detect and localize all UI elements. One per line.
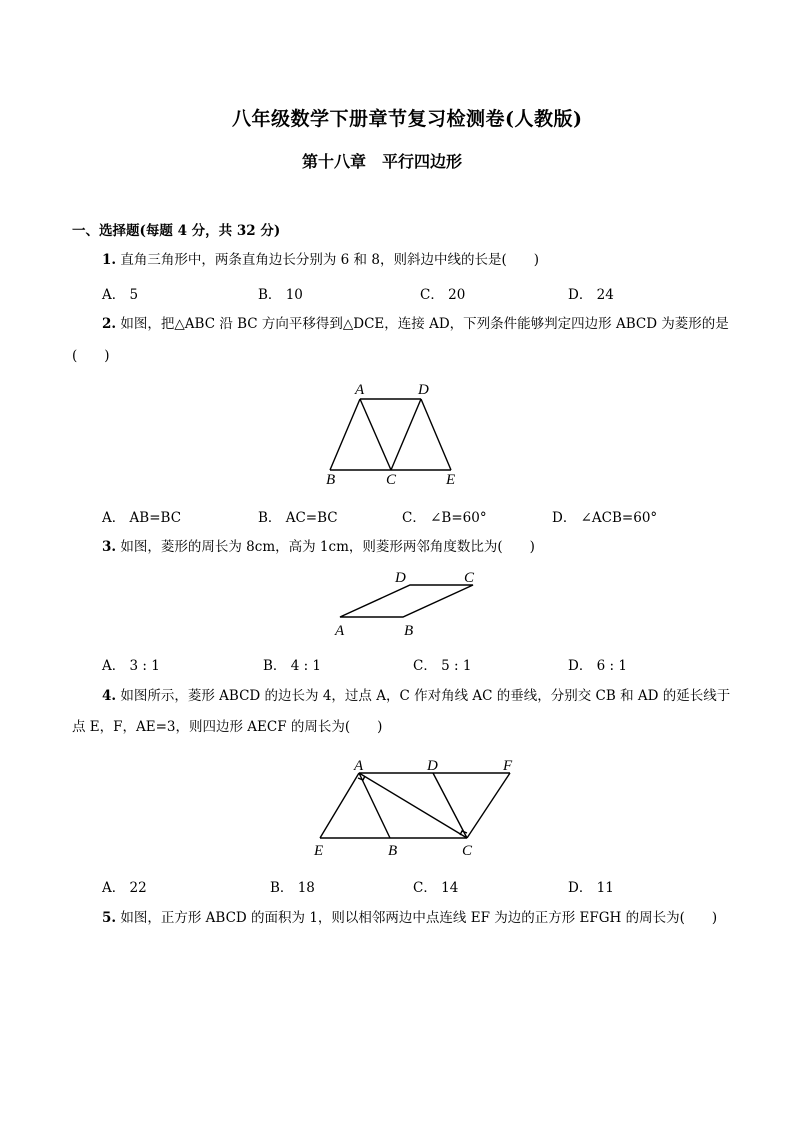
question-1 <box>102 250 539 270</box>
label-a: A <box>355 382 365 398</box>
rhombus-shape <box>340 585 473 617</box>
q4-option-b[interactable]: B． 18 <box>270 880 315 896</box>
q2-option-b[interactable]: B． AC=BC <box>258 510 338 526</box>
q1-option-b[interactable]: B． 10 <box>258 287 303 303</box>
q3-option-c[interactable]: C． 5 : 1 <box>413 658 472 674</box>
label-b: B <box>404 623 414 638</box>
edge-fc <box>467 773 510 838</box>
question-number: 3. <box>102 539 117 555</box>
question-4 <box>102 686 730 706</box>
question-2 <box>102 314 729 334</box>
label-c: C <box>386 472 397 488</box>
page-title: 八年级数学下册章节复习检测卷(人教版) <box>232 108 583 130</box>
question-number: 2. <box>102 316 117 332</box>
edge-dc <box>391 399 421 470</box>
chapter-title: 第十八章 平行四边形 <box>302 152 463 171</box>
label-e: E <box>446 472 456 488</box>
label-c: C <box>464 570 475 586</box>
question-text: 直角三角形中，两条直角边长分别为 6 和 8，则斜边中线的长是( ) <box>120 252 539 268</box>
q3-option-a[interactable]: A． 3 : 1 <box>102 658 160 674</box>
label-b: B <box>388 843 398 859</box>
question-text: 如图，正方形 ABCD 的面积为 1，则以相邻两边中点连线 EF 为边的正方形 EFGH 的周长为( ) <box>120 910 718 926</box>
q3-figure <box>330 566 480 638</box>
label-c: C <box>462 843 473 859</box>
section-heading: 一、选择题(每题 4 分，共 32 分) <box>72 223 281 239</box>
q1-option-c[interactable]: C． 20 <box>420 287 466 303</box>
q2-option-d[interactable]: D． ∠ACB=60° <box>552 510 658 526</box>
question-text-line1: 如图，把△ABC 沿 BC 方向平移得到△DCE，连接 AD，下列条件能够判定四边形 ABCD 为菱形的是 <box>120 316 729 332</box>
q3-option-b[interactable]: B． 4 : 1 <box>263 658 322 674</box>
q4-option-d[interactable]: D． 11 <box>568 880 614 896</box>
question-number: 1. <box>102 252 117 268</box>
q2-figure <box>320 378 470 488</box>
question-number: 4. <box>102 688 117 704</box>
q1-option-a[interactable]: A． 5 <box>102 287 139 303</box>
label-a: A <box>354 758 364 774</box>
right-angle-c <box>460 831 467 835</box>
question-4-line2: 点 E，F，AE=3，则四边形 AECF 的周长为( ) <box>72 719 383 735</box>
edge-ab <box>330 399 360 470</box>
edge-ac <box>360 399 391 470</box>
label-e: E <box>314 843 324 859</box>
q4-option-a[interactable]: A． 22 <box>102 880 147 896</box>
q2-option-c[interactable]: C． ∠B=60° <box>402 510 487 526</box>
edge-de <box>421 399 451 470</box>
label-d: D <box>418 382 429 398</box>
question-3 <box>102 537 535 557</box>
question-text: 如图，菱形的周长为 8cm，高为 1cm，则菱形两邻角度数比为( ) <box>120 539 535 555</box>
q1-option-d[interactable]: D． 24 <box>568 287 614 303</box>
q3-option-d[interactable]: D． 6 : 1 <box>568 658 627 674</box>
label-a: A <box>335 623 345 638</box>
q2-option-a[interactable]: A． AB=BC <box>102 510 182 526</box>
question-2-line2: ( ) <box>72 348 110 364</box>
label-b: B <box>326 472 336 488</box>
q4-figure <box>305 754 535 862</box>
question-number: 5. <box>102 910 117 926</box>
question-text-line1: 如图所示，菱形 ABCD 的边长为 4，过点 A，C 作对角线 AC 的垂线，分别交 CB 和 AD 的延长线于 <box>120 688 731 704</box>
label-f: F <box>503 758 513 774</box>
edge-ae <box>320 773 359 838</box>
question-5 <box>102 908 717 928</box>
label-d: D <box>427 758 438 774</box>
label-d: D <box>395 570 406 586</box>
q4-option-c[interactable]: C． 14 <box>413 880 459 896</box>
